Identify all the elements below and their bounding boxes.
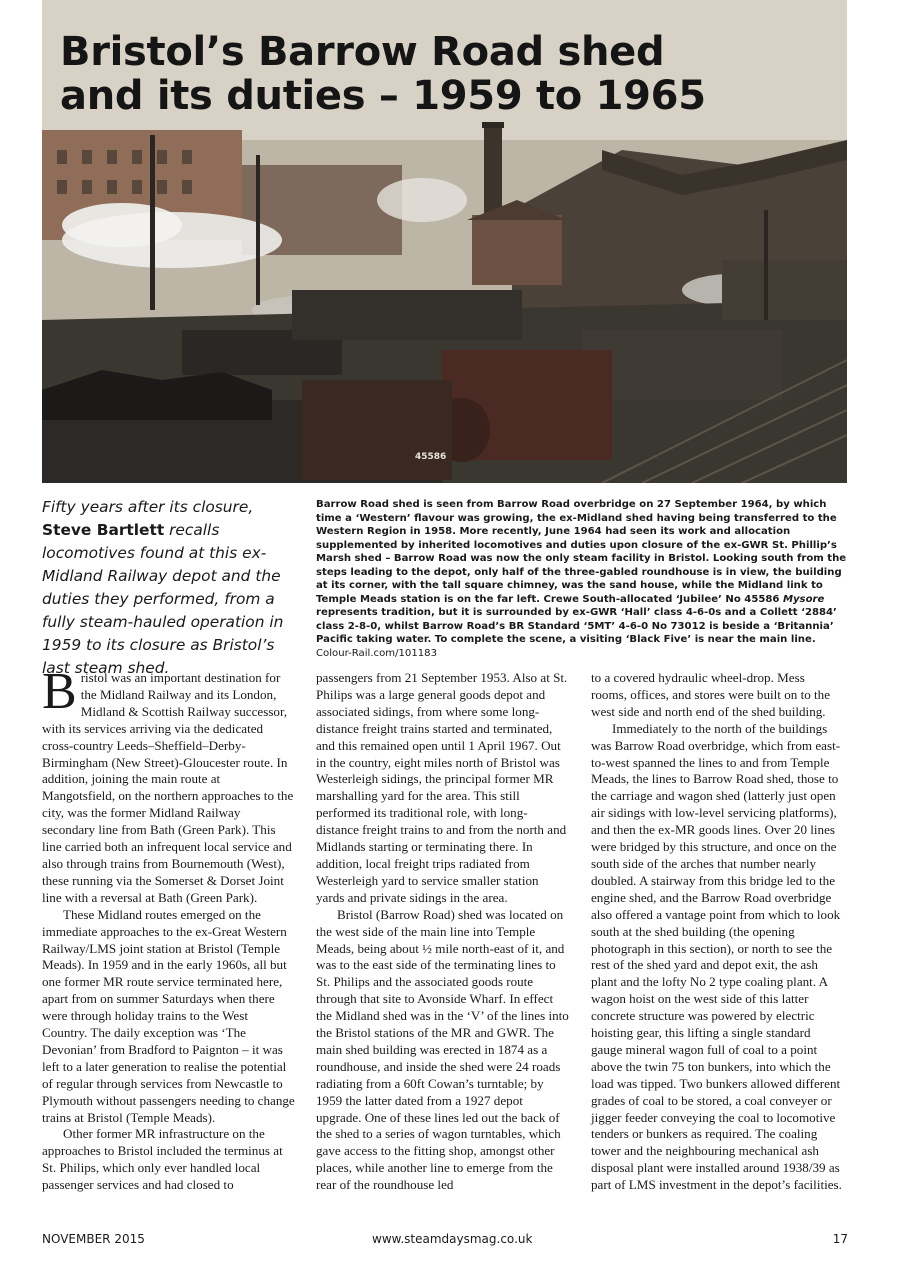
drop-cap: B: [42, 663, 77, 720]
standfirst: [42, 496, 304, 680]
caption-loco-name: Mysore: [782, 593, 825, 605]
paragraph: These Midland routes emerged on the immediate approaches to the ex-Great Western Railway/LMS joint station at Bristol (Temple Meads). In 1959 and in the early 1960s, all but one former MR route service terminated here, apart from on summer Saturdays when there were through holiday trains to the West Country. The daily exception was ‘The Devonian’ from Bradford to Paignton – it was left to a later generation to realise the potential of regular through services from Newcastle to Plymouth without passengers needing to change trains at Bristol (Temple Meads).: [42, 906, 295, 1125]
body-column-3: [591, 670, 844, 1194]
caption-text-a: Barrow Road shed is seen from Barrow Road overbridge on 27 September 1964, by which time a ‘Western’ flavour was growing, the ex-Midland shed having being transferred to the Western Region in 1958. More recently, June 1964 had seen its work and allocation supplemented by inherited locomotives and duties upon closure of the ex-GWR St. Phillip’s Marsh shed – Barrow Road was now the only steam facility in Bristol. Looking south from the steps leading to the depot, only half of the three-gabled roundhouse is in view, the building at its corner, with the tall square chimney, was the sand house, while the Midland link to Temple Meads station is on the far left. Crewe South-allocated ‘Jubilee’ No 45586: [316, 499, 847, 605]
photo-caption: [316, 498, 848, 660]
hero-photo: [42, 0, 847, 483]
author-name: Steve Bartlett: [42, 521, 165, 539]
page-number: 17: [832, 1232, 848, 1246]
title-line-1: Bristol’s Barrow Road shed: [60, 29, 665, 75]
paragraph: to a covered hydraulic wheel-drop. Mess rooms, offices, and stores were built on to the west side and north end of the shed building.: [591, 670, 831, 719]
standfirst-summary: recalls locomotives found at this ex-Midland Railway depot and the duties they performed, from a fully steam-hauled operation in 1959 to its closure as Bristol’s last steam shed.: [42, 521, 284, 677]
smokebox-number-plate: 45586: [415, 452, 447, 462]
paragraph: Bristol was an important destination for the Midland Railway and its London, Midland & Scottish Railway successor, with its services arriving via the dedicated cross-country Leeds–Sheffield–Derby-Birmingham (New Street)-Gloucester route. In addition, joining the main route at Mangotsfield, on the northern approaches to the city, was the former Midland Railway secondary line from Bath (Green Park). This line carried both an infrequent local service and also through trains from Bournemouth (West), these running via the Somerset & Dorset Joint line with a reversal at Bath (Green Park).: [42, 663, 294, 905]
paragraph: Bristol (Barrow Road) shed was located on the west side of the main line into Temple Meads, being about ½ mile north-east of it, and was to the east side of the terminating lines to St. Philips and the associated goods route through that site to Avonside Wharf. In effect the Midland shed was in the ‘V’ of the lines into the Bristol stations of the MR and GWR. The main shed building was erected in 1874 as a roundhouse, and inside the shed were 24 roads radiating from a 60ft Cowan’s turntable; by 1959 the latter dated from a 1927 depot upgrade. One of these lines led out the back of the shed to a series of wagon turntables, which gave access to the fitting shop, amongst other places, while another line to emerge from the rear of the roundhouse led: [316, 906, 569, 1193]
standfirst-intro: Fifty years after its closure,: [42, 498, 254, 516]
paragraph: passengers from 21 September 1953. Also at St. Philips was a large general goods depot and associated sidings, from where some long-distance freight trains started and terminated, and this remained open until 1 April 1967. Out in the country, eight miles north of Bristol was Westerleigh sidings, the principal former MR marshalling yard for the area. This still performed its traditional role, with long-distance freight trains to and from the north and Midlands starting or terminating there. In addition, local freight trips radiated from Westerleigh yard to service smaller station yards and private sidings in the area.: [316, 670, 568, 905]
title-line-2: and its duties – 1959 to 1965: [60, 73, 706, 119]
caption-text-b: represents tradition, but it is surrounded by ex-GWR ‘Hall’ class 4-6-0s and a Collett ‘2884’ class 2-8-0, whilst Barrow Road’s BR Standard ‘5MT’ 4-6-0 No 73012 is beside a ‘Britannia’ Pacific taking water. To complete the scene, a visiting ‘Black Five’ is near the main line.: [316, 607, 837, 645]
page-footer: [42, 1232, 848, 1250]
body-column-2: [316, 670, 569, 1194]
photo-credit: Colour-Rail.com/101183: [316, 647, 438, 659]
body-column-1: [42, 663, 295, 1194]
paragraph: Immediately to the north of the buildings was Barrow Road overbridge, which from east-to-west spanned the lines to and from Temple Meads, the lines to Barrow Road shed, those to the carriage and wagon shed (latterly just open air sidings with low-level servicing platforms), and then the ex-MR goods lines. Over 20 lines were bridged by this structure, and once on the south side of the arches that number nearly doubled. A stairway from this bridge led to the engine shed, and the Barrow Road overbridge also offered a vantage point from which to look south at the shed building (the opening photograph in this section), or north to see the rest of the shed yard and depot exit, the ash plant and the lofty No 2 type coaling plant. A wagon hoist on the west side of this latter concrete structure was powered by electric hoisting gear, this lifting a single standard gauge mineral wagon full of coal to a point above the twin 75 ton bunkers, into which the load was tipped. Two bunkers allowed different grades of coal to be stored, a coal conveyer or jigger feeder conveying the coal to locomotive tenders or bunkers as required. The coaling tower and the neighbouring mechanical ash disposal plant were installed around 1938/39 as part of LMS investment in the depot’s facilities.: [591, 720, 842, 1193]
paragraph: Other former MR infrastructure on the approaches to Bristol included the terminus at St. Philips, which only ever handled local passenger services and had closed to: [42, 1126, 283, 1193]
issue-date: NOVEMBER 2015: [42, 1232, 145, 1246]
website-link[interactable]: www.steamdaysmag.co.uk: [372, 1232, 533, 1246]
article-title: [60, 30, 706, 118]
